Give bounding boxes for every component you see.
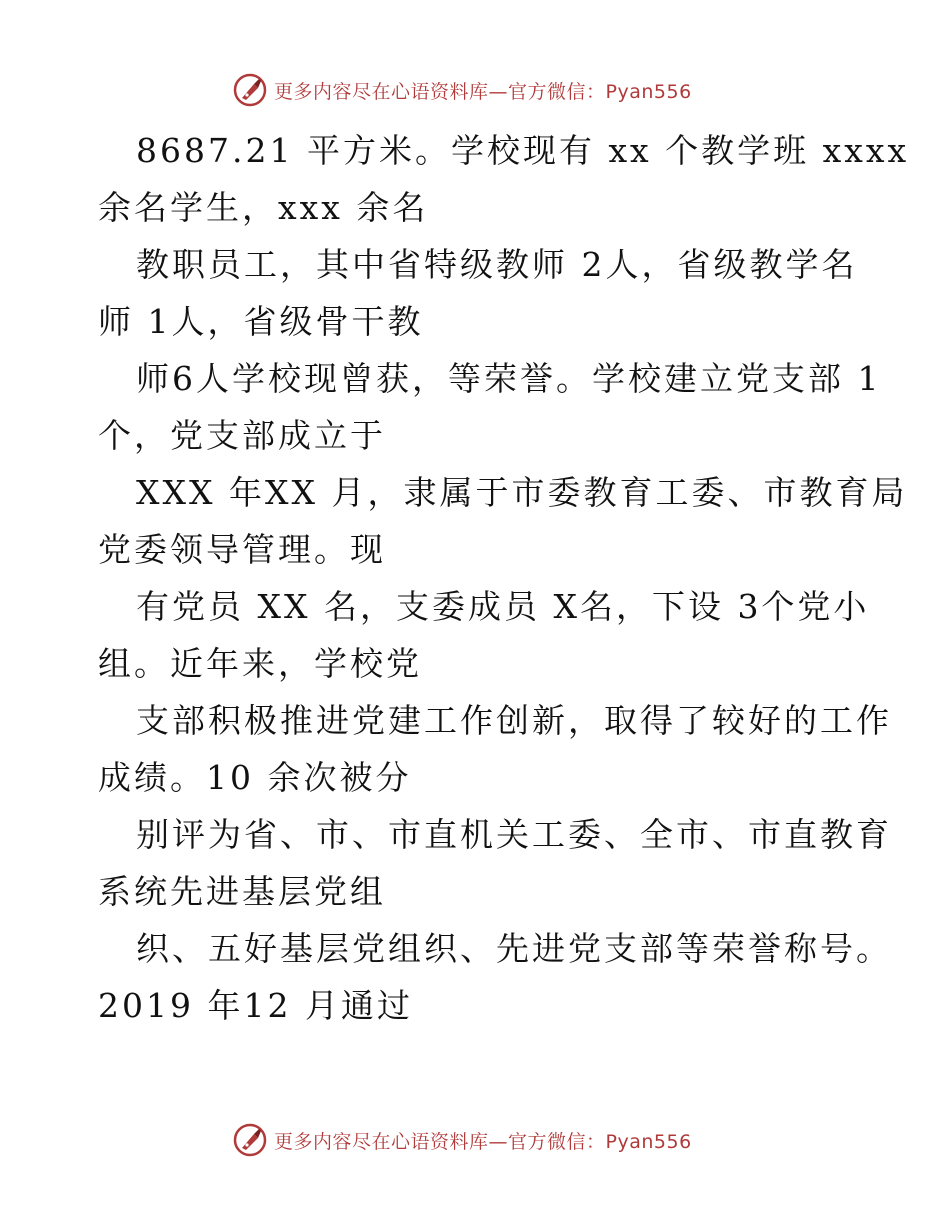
paragraph-line: 余名学生，xxx 余名 — [98, 188, 429, 227]
paragraph-line: 成绩。10 余次被分 — [98, 758, 412, 797]
paragraph-line: XXX 年XX 月，隶属于市委教育工委、市教育局 — [136, 473, 908, 512]
banner-title: 更多内容尽在心语资料库 — [274, 80, 489, 103]
banner-wechat-label: 官方微信： — [508, 80, 606, 103]
paragraph-line: 支部积极推进党建工作创新，取得了较好的工作 — [136, 701, 892, 740]
paragraph-line: 师6人学校现曾获，等荣誉。学校建立党支部 1 — [136, 359, 882, 398]
banner-wechat-label: 官方微信： — [508, 1130, 606, 1153]
footer-banner — [232, 1120, 692, 1160]
paragraph-line: 教职员工，其中省特级教师 2人，省级教学名 — [136, 245, 858, 284]
paragraph-line: 组。近年来，学校党 — [98, 644, 422, 683]
document-body — [98, 122, 910, 1034]
pen-nib-logo-icon — [232, 72, 268, 108]
paragraph-line: 2019 年12 月通过 — [98, 986, 413, 1025]
paragraph-line: 师 1人，省级骨干教 — [98, 302, 424, 341]
banner-text — [274, 1127, 692, 1154]
paragraph-line: 有党员 XX 名，支委成员 X名，下设 3个党小 — [136, 587, 870, 626]
banner-title: 更多内容尽在心语资料库 — [274, 1130, 489, 1153]
paragraph-line: 8687.21 平方米。学校现有 xx 个教学班 xxxx — [136, 131, 910, 170]
banner-separator: — — [488, 80, 509, 103]
banner-wechat-id: Pyan556 — [605, 80, 692, 103]
banner-wechat-id: Pyan556 — [605, 1130, 692, 1153]
header-banner — [232, 70, 692, 110]
paragraph-line: 党委领导管理。现 — [98, 530, 386, 569]
pen-nib-logo-icon — [232, 1122, 268, 1158]
paragraph-line: 织、五好基层党组织、先进党支部等荣誉称号。 — [136, 929, 892, 968]
paragraph-line: 别评为省、市、市直机关工委、全市、市直教育 — [136, 815, 892, 854]
banner-text — [274, 77, 692, 104]
paragraph-line: 系统先进基层党组 — [98, 872, 386, 911]
paragraph-line: 个，党支部成立于 — [98, 416, 386, 455]
banner-separator: — — [488, 1130, 509, 1153]
